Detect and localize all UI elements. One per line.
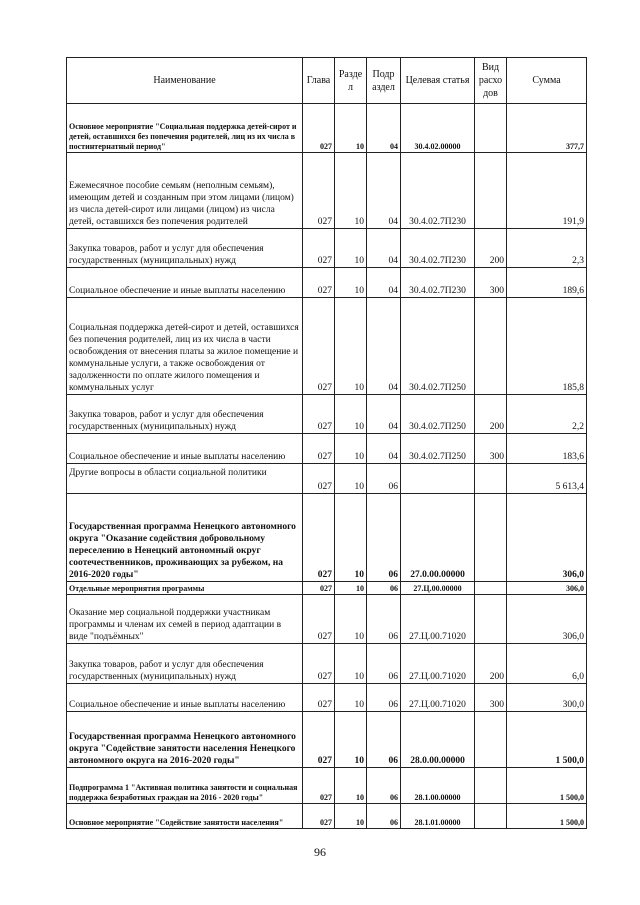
row-subsection: 06 [367,494,401,582]
row-expense-type: 300 [475,268,507,298]
row-section: 10 [335,712,367,768]
row-name: Государственная программа Ненецкого автономного округа "Содействие занятости населения Ненецкого автономного округа на 2016-2020 годы" [67,712,303,768]
row-amount: 2,2 [507,395,587,434]
row-target-article: 27.Ц.00.71020 [401,595,475,644]
row-target-article: 28.0.00.00000 [401,712,475,768]
row-subsection: 06 [367,804,401,829]
row-section: 10 [335,582,367,595]
row-subsection: 06 [367,582,401,595]
row-expense-type [475,595,507,644]
row-amount: 306,0 [507,582,587,595]
row-target-article: 27.Ц.00.71020 [401,644,475,684]
row-subsection: 04 [367,229,401,268]
row-name: Оказание мер социальной поддержки участникам программы и членам их семей в период адаптации в виде "подъёмных" [67,595,303,644]
row-subsection: 06 [367,712,401,768]
row-amount: 1 500,0 [507,804,587,829]
row-expense-type [475,712,507,768]
row-target-article: 30.4.02.7П250 [401,434,475,464]
row-name: Отдельные мероприятия программы [67,582,303,595]
table-row [67,494,587,582]
row-chapter: 027 [303,684,335,712]
row-target-article: 30.4.02.00000 [401,104,475,153]
table-row [67,229,587,268]
row-name: Закупка товаров, работ и услуг для обеспечения государственных (муниципальных) нужд [67,229,303,268]
row-chapter: 027 [303,298,335,395]
table-row [67,153,587,229]
row-subsection: 04 [367,298,401,395]
row-name: Ежемесячное пособие семьям (неполным семьям), имеющим детей и созданным при этом лицами (лицом) из числа детей-сирот или лицами (лицом) из числа детей, оставшихся без попечения родителей [67,153,303,229]
row-amount: 306,0 [507,595,587,644]
row-name: Закупка товаров, работ и услуг для обеспечения государственных (муниципальных) нужд [67,644,303,684]
row-section: 10 [335,644,367,684]
page-number: 96 [314,845,326,859]
row-expense-type [475,104,507,153]
row-subsection: 06 [367,464,401,494]
row-section: 10 [335,229,367,268]
row-subsection: 04 [367,104,401,153]
table-row [67,684,587,712]
row-chapter: 027 [303,644,335,684]
row-target-article: 28.1.01.00000 [401,804,475,829]
row-amount: 185,8 [507,298,587,395]
table-row [67,768,587,804]
table-row [67,804,587,829]
row-amount: 300,0 [507,684,587,712]
row-target-article: 27.0.00.00000 [401,494,475,582]
row-section: 10 [335,768,367,804]
row-expense-type [475,768,507,804]
row-name: Подпрограмма 1 "Активная политика занятости и социальная поддержка безработных граждан на 2016 - 2020 годы" [67,768,303,804]
row-section: 10 [335,494,367,582]
table-row [67,104,587,153]
row-subsection: 04 [367,153,401,229]
row-name: Социальная поддержка детей-сирот и детей, оставшихся без попечения родителей, лиц из их числа в части освобождения от внесения платы за жилое помещение и коммунальные услуги, а также освобождения от задолженности по оплате жилого помещения и коммунальных услуг [67,298,303,395]
header-section: Разде л [335,58,367,104]
row-chapter: 027 [303,153,335,229]
row-chapter: 027 [303,582,335,595]
table-row [67,268,587,298]
row-target-article: 30.4.02.7П230 [401,229,475,268]
row-target-article: 30.4.02.7П250 [401,395,475,434]
header-row [67,58,587,104]
row-target-article: 27.Ц.00.00000 [401,582,475,595]
row-expense-type: 200 [475,229,507,268]
row-name: Закупка товаров, работ и услуг для обеспечения государственных (муниципальных) нужд [67,395,303,434]
row-chapter: 027 [303,268,335,298]
row-section: 10 [335,104,367,153]
row-expense-type [475,464,507,494]
row-target-article: 28.1.00.00000 [401,768,475,804]
row-amount: 183,6 [507,434,587,464]
table-row [67,644,587,684]
table-row [67,582,587,595]
row-chapter: 027 [303,768,335,804]
row-section: 10 [335,684,367,712]
row-section: 10 [335,298,367,395]
row-chapter: 027 [303,464,335,494]
row-chapter: 027 [303,104,335,153]
row-section: 10 [335,434,367,464]
row-subsection: 04 [367,395,401,434]
table-row [67,434,587,464]
row-amount: 189,6 [507,268,587,298]
row-expense-type: 200 [475,395,507,434]
row-section: 10 [335,153,367,229]
row-target-article: 30.4.02.7П230 [401,268,475,298]
table-row [67,712,587,768]
row-subsection: 04 [367,268,401,298]
row-section: 10 [335,595,367,644]
row-section: 10 [335,268,367,298]
row-name: Социальное обеспечение и иные выплаты населению [67,268,303,298]
header-target-article: Целевая статья [401,58,475,104]
row-expense-type: 200 [475,644,507,684]
row-section: 10 [335,464,367,494]
row-amount: 1 500,0 [507,768,587,804]
row-chapter: 027 [303,494,335,582]
row-target-article: 30.4.02.7П250 [401,298,475,395]
row-subsection: 06 [367,768,401,804]
row-target-article: 27.Ц.00.71020 [401,684,475,712]
header-expense-type: Вид расхо дов [475,58,507,104]
row-expense-type [475,153,507,229]
header-amount: Сумма [507,58,587,104]
row-amount: 191,9 [507,153,587,229]
budget-table [66,57,587,829]
row-name: Основное мероприятие "Содействие занятости населения" [67,804,303,829]
row-name: Основное мероприятие "Социальная поддержка детей-сирот и детей, оставшихся без попечения родителей, лиц из их числа в постинтернатный период" [67,104,303,153]
row-expense-type [475,494,507,582]
row-name: Государственная программа Ненецкого автономного округа "Оказание содействия добровольному переселению в Ненецкий автономный округ соотечественников, проживающих за рубежом, на 2016-2020 годы" [67,494,303,582]
header-chapter: Глава [303,58,335,104]
header-subsection: Подр аздел [367,58,401,104]
table-row [67,298,587,395]
row-section: 10 [335,395,367,434]
row-chapter: 027 [303,804,335,829]
row-target-article [401,464,475,494]
table-row [67,595,587,644]
row-amount: 377,7 [507,104,587,153]
table-row [67,395,587,434]
row-amount: 2,3 [507,229,587,268]
row-subsection: 06 [367,684,401,712]
row-amount: 1 500,0 [507,712,587,768]
row-expense-type [475,582,507,595]
row-amount: 5 613,4 [507,464,587,494]
row-name: Социальное обеспечение и иные выплаты населению [67,684,303,712]
row-target-article: 30.4.02.7П230 [401,153,475,229]
row-chapter: 027 [303,395,335,434]
row-expense-type [475,804,507,829]
row-chapter: 027 [303,595,335,644]
row-section: 10 [335,804,367,829]
row-name: Другие вопросы в области социальной политики [67,464,303,494]
header-name: Наименование [67,58,303,104]
row-chapter: 027 [303,229,335,268]
row-expense-type: 300 [475,434,507,464]
table-row [67,464,587,494]
row-subsection: 06 [367,644,401,684]
row-amount: 306,0 [507,494,587,582]
row-expense-type: 300 [475,684,507,712]
row-amount: 6,0 [507,644,587,684]
row-chapter: 027 [303,712,335,768]
row-expense-type [475,298,507,395]
row-chapter: 027 [303,434,335,464]
row-name: Социальное обеспечение и иные выплаты населению [67,434,303,464]
row-subsection: 04 [367,434,401,464]
row-subsection: 06 [367,595,401,644]
